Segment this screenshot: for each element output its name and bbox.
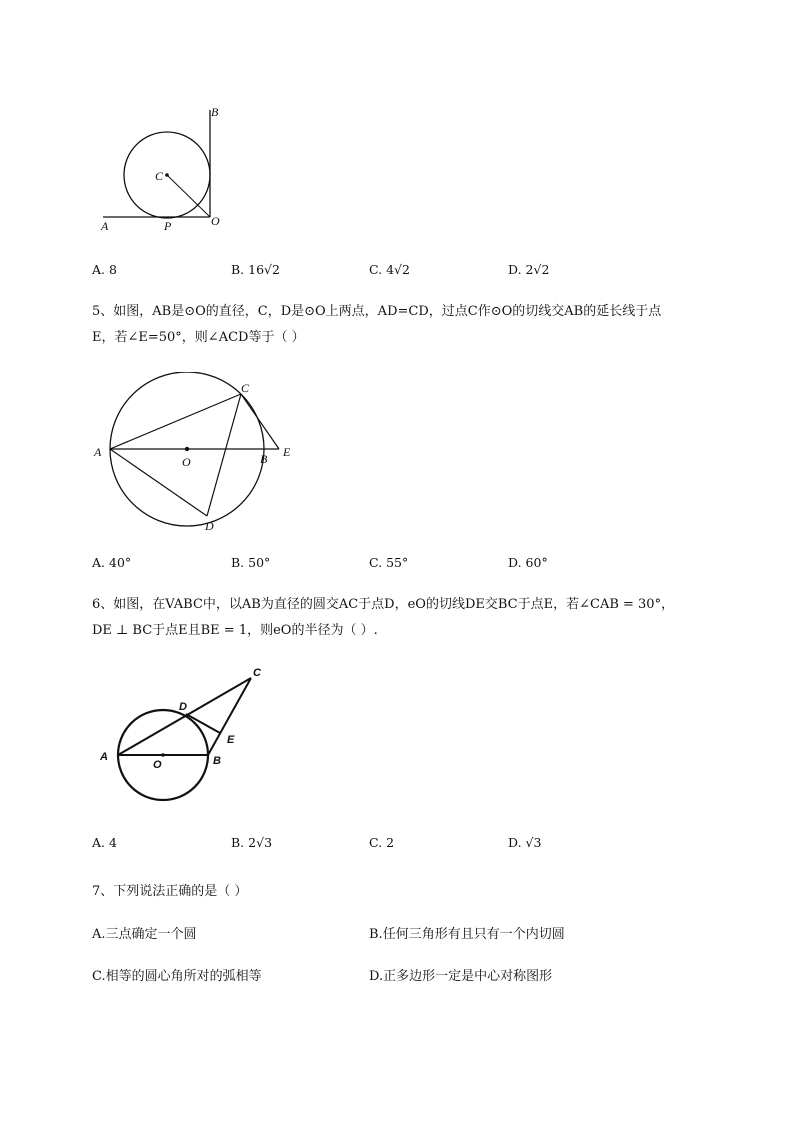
fig5-line-cd [207,394,241,516]
q5-stem-line2: E，若∠E=50°，则∠ACD等于（ ） [92,330,305,345]
option-value: 正多边形一定是中心对称图形 [383,969,553,984]
option-value: 任何三角形有且只有一个内切圆 [382,927,565,942]
fig6-label-a: A [100,751,108,763]
option-letter: A. [92,555,106,570]
fig5-label-c: C [241,381,250,395]
option-value: 40° [109,555,132,570]
fig5-line-ac [110,394,241,449]
q6-option-c[interactable] [369,835,394,850]
fig6-center-dot [161,753,165,757]
fig6-label-c: C [253,667,261,679]
fig4-label-p: P [164,219,172,233]
q5-option-a[interactable] [92,555,131,570]
q5-stem-line1: 5、如图，AB是⊙O的直径，C，D是⊙O上两点，AD=CD，过点C作⊙O的切线交AB的延长线于点 [92,304,662,319]
fig4-label-b: B [211,105,219,119]
q7-option-b[interactable] [369,926,565,944]
option-letter: D. [508,555,522,570]
option-letter: C. [369,262,383,277]
q7-stem: 7、下列说法正确的是（ ） [92,884,248,899]
q4-figure [95,100,235,235]
q6-figure [95,660,275,805]
q5-option-d[interactable] [508,555,548,570]
q7-option-a[interactable] [92,926,197,944]
option-value: √3 [525,835,542,850]
option-letter: A. [92,262,106,277]
q7-option-c[interactable] [92,968,262,986]
fig5-line-ce [241,394,279,449]
option-value: 60° [525,555,548,570]
fig6-label-e: E [227,734,235,746]
q4-option-c[interactable] [369,262,410,277]
q6-option-d[interactable] [508,835,541,850]
option-letter: D. [508,835,522,850]
option-letter: C. [92,969,106,984]
fig5-label-e: E [283,445,291,459]
q5-option-b[interactable] [231,555,270,570]
fig5-label-a: A [94,445,102,459]
option-value: 4√2 [386,262,410,277]
option-value: 16√2 [248,262,280,277]
option-letter: B. [231,835,245,850]
fig5-label-o: O [182,455,191,469]
option-letter: D. [508,262,522,277]
option-letter: B. [369,927,383,942]
fig6-label-o: O [153,759,162,771]
option-value: 2√3 [248,835,273,850]
fig6-label-b: B [213,755,221,767]
q4-option-d[interactable] [508,262,549,277]
option-value: 8 [109,262,117,277]
q6-stem-line2: DE ⊥ BC于点E且BE = 1，则eO的半径为（ ）. [92,623,378,638]
option-letter: C. [369,835,383,850]
q6-option-b[interactable] [231,835,272,850]
option-letter: B. [231,262,245,277]
fig5-line-ad [110,449,207,516]
q7-option-d[interactable] [369,968,552,986]
fig6-line-de [186,714,220,733]
fig4-label-a: A [101,219,109,233]
option-value: 相等的圆心角所对的弧相等 [105,969,262,984]
q4-option-b[interactable] [231,262,280,277]
option-value: 55° [386,555,409,570]
fig6-label-d: D [179,701,187,713]
option-letter: B. [231,555,245,570]
fig4-line-co [167,175,210,217]
option-letter: A. [92,927,106,942]
q5-figure [90,372,300,537]
option-letter: C. [369,555,383,570]
fig4-label-o: O [211,214,220,228]
option-letter: A. [92,835,106,850]
option-value: 三点确定一个圆 [105,927,197,942]
fig5-label-b: B [260,452,268,466]
fig5-label-d: D [205,519,214,533]
q6-stem-line1: 6、如图，在VABC中，以AB为直径的圆交AC于点D，eO的切线DE交BC于点E，若∠CAB = 30°， [92,597,675,612]
option-value: 50° [248,555,271,570]
fig4-label-c: C [155,169,164,183]
fig5-center-dot [185,447,189,451]
option-value: 2√2 [525,262,550,277]
option-letter: D. [369,969,384,984]
option-value: 4 [109,835,117,850]
q5-option-c[interactable] [369,555,408,570]
option-value: 2 [386,835,395,850]
q4-option-a[interactable] [92,262,117,277]
q6-option-a[interactable] [92,835,117,850]
fig4-center-dot [165,173,169,177]
